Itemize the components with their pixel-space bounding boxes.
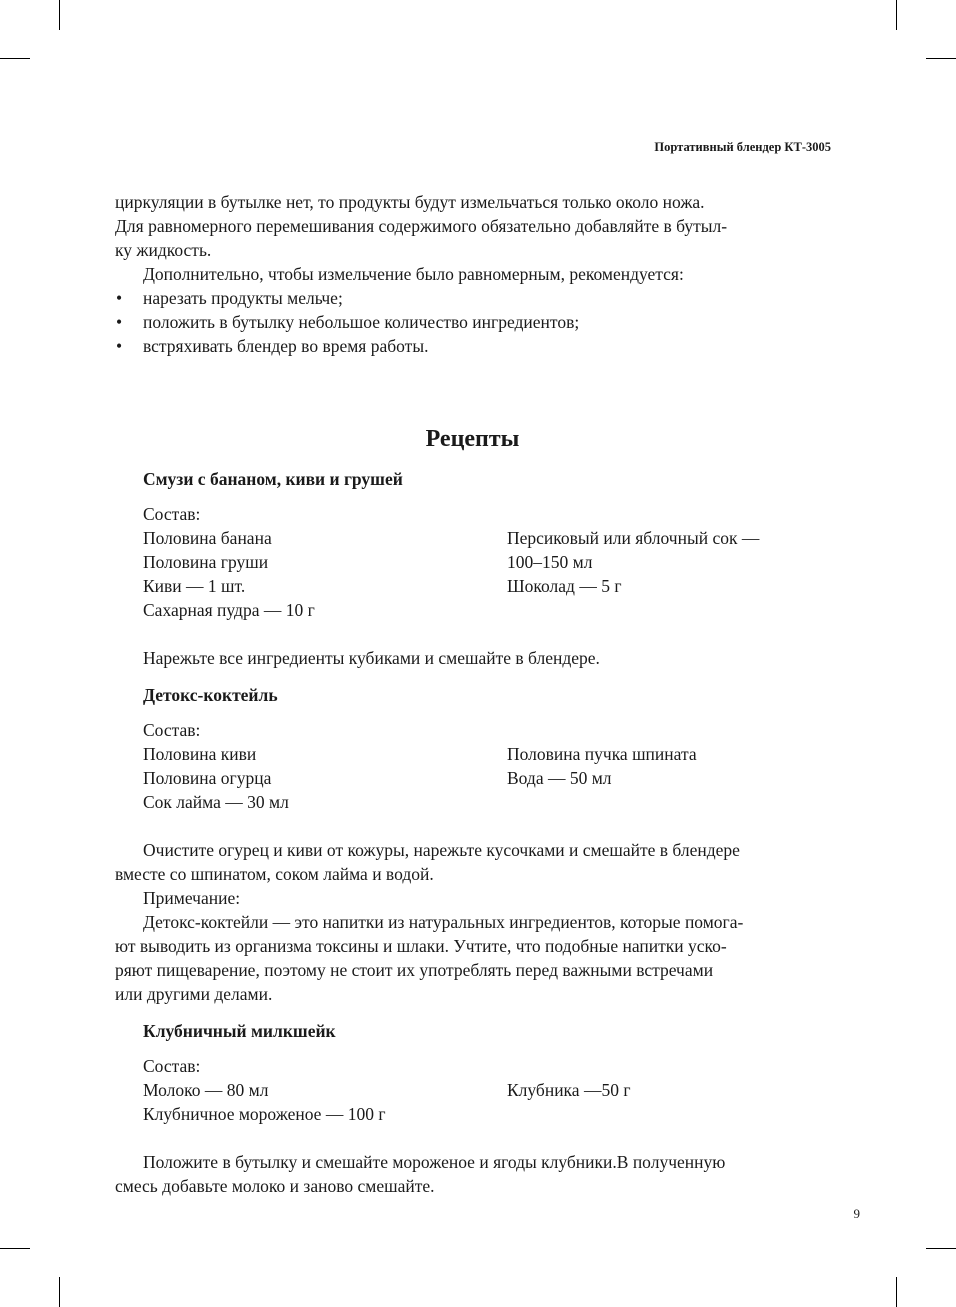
ingredient-item: Персиковый или яблочный сок — xyxy=(507,528,760,548)
bullet-marker: • xyxy=(116,312,123,332)
page-number: 9 xyxy=(853,1206,860,1221)
bullet-item: встряхивать блендер во время работы. xyxy=(143,336,429,356)
ingredient-item: Вода — 50 мл xyxy=(507,768,612,788)
recipe-title-detox: Детокс-коктейль xyxy=(143,685,278,705)
recipe-instructions: смесь добавьте молоко и заново смешайте. xyxy=(115,1176,435,1196)
ingredient-item: Киви — 1 шт. xyxy=(143,576,246,596)
crop-mark-bottom-right-horizontal xyxy=(926,1248,956,1249)
ingredient-item: Молоко — 80 мл xyxy=(143,1080,269,1100)
crop-mark-top-right-vertical xyxy=(896,0,897,30)
ingredient-item: Половина пучка шпината xyxy=(507,744,697,764)
ingredient-item: Половина банана xyxy=(143,528,272,548)
crop-mark-bottom-right-vertical xyxy=(896,1277,897,1307)
note-label: Примечание: xyxy=(143,888,241,908)
ingredient-item: Половина киви xyxy=(143,744,257,764)
intro-paragraph-2: Дополнительно, чтобы измельчение было равномерным, рекомендуется: xyxy=(143,264,684,284)
recipe-title-milkshake: Клубничный милкшейк xyxy=(143,1021,336,1041)
ingredient-item: Половина груши xyxy=(143,552,269,572)
note-text: ряют пищеварение, поэтому не стоит их употреблять перед важными встречами xyxy=(115,960,714,980)
recipe-title-smoothie: Смузи с бананом, киви и грушей xyxy=(143,469,403,489)
note-text: ют выводить из организма токсины и шлаки. Учтите, что подобные напитки уско- xyxy=(115,936,727,956)
recipe-instructions: Положите в бутылку и смешайте мороженое и ягоды клубники.В полученную xyxy=(143,1152,726,1172)
crop-mark-top-right-horizontal xyxy=(926,58,956,59)
intro-line-3: ку жидкость. xyxy=(115,240,212,260)
bullet-item: положить в бутылку небольшое количество ингредиентов; xyxy=(143,312,580,332)
running-header: Портативный блендер КТ-3005 xyxy=(654,140,831,154)
ingredient-item: Сок лайма — 30 мл xyxy=(143,792,289,812)
bullet-marker: • xyxy=(116,288,123,308)
note-text: или другими делами. xyxy=(115,984,273,1004)
crop-mark-bottom-left-horizontal xyxy=(0,1248,30,1249)
intro-line-2: Для равномерного перемешивания содержимого обязательно добавляйте в бутыл- xyxy=(115,216,728,236)
recipe-instructions: вместе со шпинатом, соком лайма и водой. xyxy=(115,864,434,884)
ingredient-item: 100–150 мл xyxy=(507,552,593,572)
bullet-item: нарезать продукты мельче; xyxy=(143,288,343,308)
composition-label: Состав: xyxy=(143,504,201,524)
ingredient-item: Шоколад — 5 г xyxy=(507,576,622,596)
ingredient-item: Клубничное мороженое — 100 г xyxy=(143,1104,386,1124)
intro-line-1: циркуляции в бутылке нет, то продукты будут измельчаться только около ножа. xyxy=(115,192,705,212)
crop-mark-top-left-vertical xyxy=(59,0,60,30)
recipe-instructions: Очистите огурец и киви от кожуры, нарежьте кусочками и смешайте в блендере xyxy=(143,840,740,860)
ingredient-item: Клубника —50 г xyxy=(507,1080,631,1100)
ingredient-item: Половина огурца xyxy=(143,768,272,788)
composition-label: Состав: xyxy=(143,720,201,740)
crop-mark-bottom-left-vertical xyxy=(59,1277,60,1307)
crop-mark-top-left-horizontal xyxy=(0,58,30,59)
bullet-marker: • xyxy=(116,336,123,356)
note-text: Детокс-коктейли — это напитки из натуральных ингредиентов, которые помога- xyxy=(143,912,744,932)
section-title: Рецепты xyxy=(425,426,520,452)
recipe-instructions: Нарежьте все ингредиенты кубиками и смешайте в блендере. xyxy=(143,648,600,668)
composition-label: Состав: xyxy=(143,1056,201,1076)
ingredient-item: Сахарная пудра — 10 г xyxy=(143,600,315,620)
